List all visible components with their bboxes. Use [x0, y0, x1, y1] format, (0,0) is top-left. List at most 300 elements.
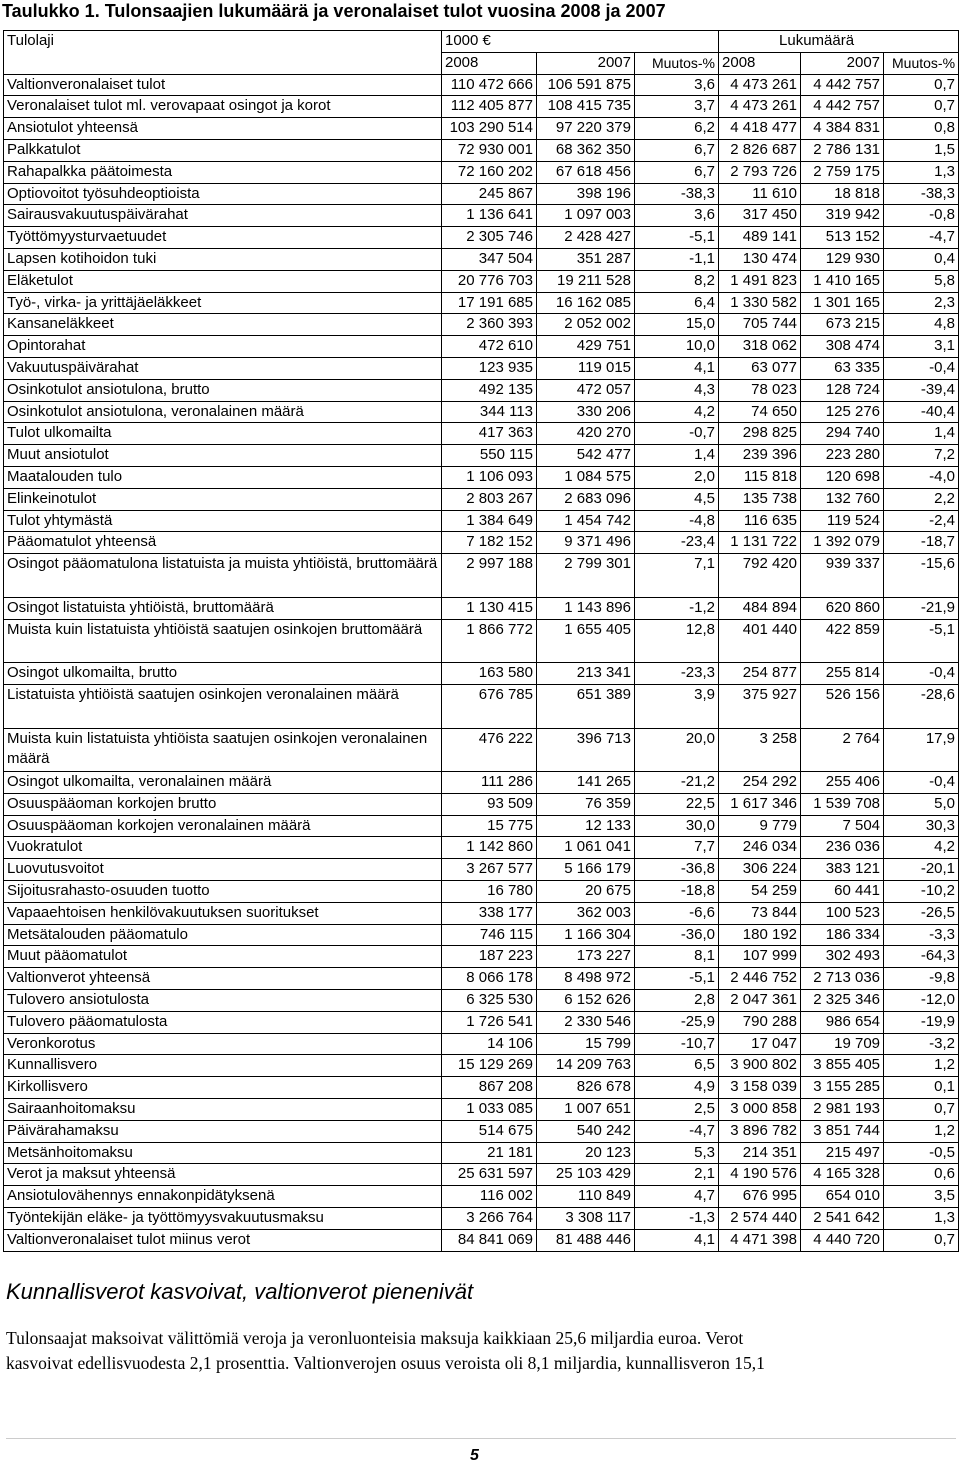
count-2007: 19 709: [801, 1033, 884, 1055]
change-euros: 22,5: [635, 793, 719, 815]
count-2007: 2 325 346: [801, 990, 884, 1012]
change-count: -19,9: [884, 1011, 959, 1033]
change-euros: -23,4: [635, 532, 719, 554]
change-euros: 3,7: [635, 96, 719, 118]
value-2008-euros: 1 033 085: [442, 1099, 537, 1121]
value-2008-euros: 2 997 188: [442, 554, 537, 598]
change-euros: -4,8: [635, 510, 719, 532]
value-2008-euros: 110 472 666: [442, 74, 537, 96]
value-2008-euros: 1 726 541: [442, 1011, 537, 1033]
count-2008: 246 034: [719, 837, 801, 859]
value-2007-euros: 213 341: [537, 663, 635, 685]
count-2008: 214 351: [719, 1142, 801, 1164]
table-row: [4, 881, 959, 903]
table-row: [4, 837, 959, 859]
change-count: 2,2: [884, 488, 959, 510]
value-2008-euros: 867 208: [442, 1077, 537, 1099]
row-label: Sairaanhoitomaksu: [4, 1099, 442, 1121]
change-euros: -1,1: [635, 248, 719, 270]
value-2007-euros: 1 084 575: [537, 466, 635, 488]
value-2007-euros: 2 052 002: [537, 314, 635, 336]
value-2008-euros: 72 930 001: [442, 139, 537, 161]
count-2007: 294 740: [801, 423, 884, 445]
change-count: -21,9: [884, 597, 959, 619]
change-euros: 30,0: [635, 815, 719, 837]
count-2007: 2 764: [801, 728, 884, 772]
change-euros: 6,2: [635, 118, 719, 140]
value-2008-euros: 344 113: [442, 401, 537, 423]
header-row-1: [4, 31, 959, 53]
change-euros: -5,1: [635, 227, 719, 249]
value-2008-euros: 72 160 202: [442, 161, 537, 183]
row-label: Osinkotulot ansiotulona, veronalainen määrä: [4, 401, 442, 423]
change-count: 0,7: [884, 1229, 959, 1251]
row-label: Osinkotulot ansiotulona, brutto: [4, 379, 442, 401]
count-2007: 620 860: [801, 597, 884, 619]
value-2007-euros: 472 057: [537, 379, 635, 401]
row-label: Elinkeinotulot: [4, 488, 442, 510]
count-2007: 100 523: [801, 902, 884, 924]
col-header-tulolaji: Tulolaji: [4, 31, 442, 75]
table-row: [4, 161, 959, 183]
row-label: Tulot yhtymästä: [4, 510, 442, 532]
col-header-2007-count: 2007: [801, 52, 884, 74]
change-euros: -25,9: [635, 1011, 719, 1033]
table-row: [4, 118, 959, 140]
table-row: [4, 968, 959, 990]
body-paragraph: [6, 1326, 956, 1376]
count-2007: 1 301 165: [801, 292, 884, 314]
value-2007-euros: 119 015: [537, 357, 635, 379]
count-2007: 128 724: [801, 379, 884, 401]
change-euros: -38,3: [635, 183, 719, 205]
value-2007-euros: 67 618 456: [537, 161, 635, 183]
value-2008-euros: 25 631 597: [442, 1164, 537, 1186]
value-2007-euros: 1 166 304: [537, 924, 635, 946]
value-2007-euros: 2 428 427: [537, 227, 635, 249]
table-row: [4, 1208, 959, 1230]
change-count: -28,6: [884, 684, 959, 728]
change-euros: 4,9: [635, 1077, 719, 1099]
count-2008: 317 450: [719, 205, 801, 227]
value-2007-euros: 2 330 546: [537, 1011, 635, 1033]
count-2008: 54 259: [719, 881, 801, 903]
value-2008-euros: 6 325 530: [442, 990, 537, 1012]
change-euros: -36,8: [635, 859, 719, 881]
value-2008-euros: 492 135: [442, 379, 537, 401]
row-label: Osingot ulkomailta, veronalainen määrä: [4, 772, 442, 794]
row-label: Listatuista yhtiöistä saatujen osinkojen veronalainen määrä: [4, 684, 442, 728]
count-2008: 1 131 722: [719, 532, 801, 554]
row-label: Kansaneläkkeet: [4, 314, 442, 336]
page-number: 5: [470, 1447, 479, 1464]
change-euros: 4,3: [635, 379, 719, 401]
value-2007-euros: 6 152 626: [537, 990, 635, 1012]
change-euros: -5,1: [635, 968, 719, 990]
count-2008: 135 738: [719, 488, 801, 510]
change-count: -4,7: [884, 227, 959, 249]
count-2008: 1 617 346: [719, 793, 801, 815]
value-2008-euros: 1 142 860: [442, 837, 537, 859]
value-2007-euros: 81 488 446: [537, 1229, 635, 1251]
change-euros: -10,7: [635, 1033, 719, 1055]
count-2007: 215 497: [801, 1142, 884, 1164]
count-2008: 116 635: [719, 510, 801, 532]
table-row: [4, 946, 959, 968]
value-2008-euros: 17 191 685: [442, 292, 537, 314]
row-label: Työ-, virka- ja yrittäjäeläkkeet: [4, 292, 442, 314]
row-label: Työttömyysturvaetuudet: [4, 227, 442, 249]
change-count: 5,8: [884, 270, 959, 292]
value-2008-euros: 347 504: [442, 248, 537, 270]
value-2007-euros: 1 061 041: [537, 837, 635, 859]
count-2008: 3 258: [719, 728, 801, 772]
count-2007: 120 698: [801, 466, 884, 488]
table-row: [4, 423, 959, 445]
row-label: Kirkollisvero: [4, 1077, 442, 1099]
change-count: -0,8: [884, 205, 959, 227]
value-2007-euros: 25 103 429: [537, 1164, 635, 1186]
table-row: [4, 1033, 959, 1055]
value-2008-euros: 3 266 764: [442, 1208, 537, 1230]
count-2007: 223 280: [801, 445, 884, 467]
count-2008: 705 744: [719, 314, 801, 336]
table-row: [4, 663, 959, 685]
count-2007: 308 474: [801, 336, 884, 358]
row-label: Pääomatulot yhteensä: [4, 532, 442, 554]
row-label: Optiovoitot työsuhdeoptioista: [4, 183, 442, 205]
count-2007: 319 942: [801, 205, 884, 227]
count-2008: 1 330 582: [719, 292, 801, 314]
value-2007-euros: 12 133: [537, 815, 635, 837]
row-label: Vapaaehtoisen henkilövakuutuksen suoritukset: [4, 902, 442, 924]
col-header-change-euros: Muutos-%: [635, 52, 719, 74]
value-2008-euros: 123 935: [442, 357, 537, 379]
change-euros: -4,7: [635, 1120, 719, 1142]
change-count: 4,2: [884, 837, 959, 859]
count-2008: 3 158 039: [719, 1077, 801, 1099]
value-2008-euros: 2 360 393: [442, 314, 537, 336]
value-2007-euros: 20 123: [537, 1142, 635, 1164]
count-2007: 4 442 757: [801, 96, 884, 118]
table-row: [4, 1142, 959, 1164]
count-2008: 676 995: [719, 1186, 801, 1208]
table-row: [4, 619, 959, 663]
change-euros: -6,6: [635, 902, 719, 924]
value-2008-euros: 1 130 415: [442, 597, 537, 619]
change-euros: 20,0: [635, 728, 719, 772]
value-2007-euros: 106 591 875: [537, 74, 635, 96]
table-row: [4, 248, 959, 270]
value-2008-euros: 116 002: [442, 1186, 537, 1208]
change-euros: 2,5: [635, 1099, 719, 1121]
row-label: Muut ansiotulot: [4, 445, 442, 467]
value-2007-euros: 20 675: [537, 881, 635, 903]
change-euros: -23,3: [635, 663, 719, 685]
value-2007-euros: 141 265: [537, 772, 635, 794]
change-count: -18,7: [884, 532, 959, 554]
count-2007: 1 392 079: [801, 532, 884, 554]
count-2007: 673 215: [801, 314, 884, 336]
count-2008: 17 047: [719, 1033, 801, 1055]
count-2007: 2 981 193: [801, 1099, 884, 1121]
income-table: [3, 30, 959, 1252]
count-2007: 939 337: [801, 554, 884, 598]
value-2008-euros: 15 775: [442, 815, 537, 837]
count-2008: 2 826 687: [719, 139, 801, 161]
change-count: 4,8: [884, 314, 959, 336]
row-label: Muut pääomatulot: [4, 946, 442, 968]
value-2007-euros: 8 498 972: [537, 968, 635, 990]
value-2008-euros: 746 115: [442, 924, 537, 946]
value-2007-euros: 16 162 085: [537, 292, 635, 314]
count-2008: 239 396: [719, 445, 801, 467]
count-2008: 306 224: [719, 859, 801, 881]
value-2007-euros: 5 166 179: [537, 859, 635, 881]
change-euros: 5,3: [635, 1142, 719, 1164]
change-count: -0,5: [884, 1142, 959, 1164]
change-euros: 3,6: [635, 205, 719, 227]
change-count: 0,6: [884, 1164, 959, 1186]
count-2008: 78 023: [719, 379, 801, 401]
count-2007: 986 654: [801, 1011, 884, 1033]
table-row: [4, 270, 959, 292]
change-count: 1,2: [884, 1120, 959, 1142]
row-label: Muista kuin listatuista yhtiöistä saatujen osinkojen bruttomäärä: [4, 619, 442, 663]
table-row: [4, 205, 959, 227]
col-header-change-count: Muutos-%: [884, 52, 959, 74]
change-euros: 4,7: [635, 1186, 719, 1208]
count-2007: 255 406: [801, 772, 884, 794]
col-header-2007-euros: 2007: [537, 52, 635, 74]
row-label: Osingot listatuista yhtiöistä, bruttomäärä: [4, 597, 442, 619]
change-count: 1,5: [884, 139, 959, 161]
table-row: [4, 401, 959, 423]
change-count: -5,1: [884, 619, 959, 663]
count-2008: 375 927: [719, 684, 801, 728]
table-title: Taulukko 1. Tulonsaajien lukumäärä ja veronalaiset tulot vuosina 2008 ja 2007: [2, 1, 666, 21]
count-2008: 3 900 802: [719, 1055, 801, 1077]
value-2008-euros: 8 066 178: [442, 968, 537, 990]
count-2008: 9 779: [719, 815, 801, 837]
table-row: [4, 554, 959, 598]
value-2007-euros: 826 678: [537, 1077, 635, 1099]
count-2007: 255 814: [801, 663, 884, 685]
table-row: [4, 532, 959, 554]
count-2008: 484 894: [719, 597, 801, 619]
row-label: Osuuspääoman korkojen veronalainen määrä: [4, 815, 442, 837]
value-2007-euros: 1 454 742: [537, 510, 635, 532]
table-row: [4, 924, 959, 946]
count-2007: 3 855 405: [801, 1055, 884, 1077]
change-count: -10,2: [884, 881, 959, 903]
row-label: Rahapalkka päätoimesta: [4, 161, 442, 183]
row-label: Ansiotulovähennys ennakonpidätyksenä: [4, 1186, 442, 1208]
count-2008: 401 440: [719, 619, 801, 663]
table-row: [4, 488, 959, 510]
change-euros: 8,1: [635, 946, 719, 968]
value-2007-euros: 540 242: [537, 1120, 635, 1142]
count-2008: 254 292: [719, 772, 801, 794]
count-2008: 180 192: [719, 924, 801, 946]
value-2008-euros: 16 780: [442, 881, 537, 903]
table-row: [4, 292, 959, 314]
table-row: [4, 510, 959, 532]
count-2007: 1 410 165: [801, 270, 884, 292]
table-row: [4, 379, 959, 401]
change-count: 1,2: [884, 1055, 959, 1077]
table-row: [4, 314, 959, 336]
change-count: -15,6: [884, 554, 959, 598]
change-count: 3,1: [884, 336, 959, 358]
value-2007-euros: 173 227: [537, 946, 635, 968]
table-row: [4, 445, 959, 467]
table-row: [4, 1077, 959, 1099]
value-2008-euros: 550 115: [442, 445, 537, 467]
change-euros: -36,0: [635, 924, 719, 946]
count-2008: 115 818: [719, 466, 801, 488]
table-row: [4, 1186, 959, 1208]
change-count: 2,3: [884, 292, 959, 314]
change-euros: 8,2: [635, 270, 719, 292]
value-2007-euros: 3 308 117: [537, 1208, 635, 1230]
change-count: 7,2: [884, 445, 959, 467]
value-2008-euros: 245 867: [442, 183, 537, 205]
change-count: -9,8: [884, 968, 959, 990]
value-2007-euros: 362 003: [537, 902, 635, 924]
value-2008-euros: 2 803 267: [442, 488, 537, 510]
value-2008-euros: 14 106: [442, 1033, 537, 1055]
row-label: Palkkatulot: [4, 139, 442, 161]
count-2007: 119 524: [801, 510, 884, 532]
count-2008: 2 446 752: [719, 968, 801, 990]
row-label: Tulovero pääomatulosta: [4, 1011, 442, 1033]
change-euros: 3,9: [635, 684, 719, 728]
row-label: Osingot pääomatulona listatuista ja muista yhtiöistä, bruttomäärä: [4, 554, 442, 598]
table-row: [4, 815, 959, 837]
value-2007-euros: 651 389: [537, 684, 635, 728]
change-count: 5,0: [884, 793, 959, 815]
table-row: [4, 96, 959, 118]
row-label: Veronalaiset tulot ml. verovapaat osingot ja korot: [4, 96, 442, 118]
row-label: Verot ja maksut yhteensä: [4, 1164, 442, 1186]
count-2007: 526 156: [801, 684, 884, 728]
value-2007-euros: 76 359: [537, 793, 635, 815]
change-count: 1,3: [884, 1208, 959, 1230]
change-euros: 7,1: [635, 554, 719, 598]
row-label: Osuuspääoman korkojen brutto: [4, 793, 442, 815]
change-count: 0,7: [884, 96, 959, 118]
row-label: Tulot ulkomailta: [4, 423, 442, 445]
table-row: [4, 1120, 959, 1142]
row-label: Sairausvakuutuspäivärahat: [4, 205, 442, 227]
change-count: -3,3: [884, 924, 959, 946]
count-2007: 60 441: [801, 881, 884, 903]
count-2007: 654 010: [801, 1186, 884, 1208]
row-label: Muista kuin listatuista yhtiöista saatujen osinkojen veronalainen määrä: [4, 728, 442, 772]
paragraph-line: kasvoivat edellisvuodesta 2,1 prosenttia. Valtionverojen osuus veroista oli 8,1 miljardia, kunnallisveron 15,1: [6, 1353, 765, 1373]
change-count: -12,0: [884, 990, 959, 1012]
count-2007: 18 818: [801, 183, 884, 205]
change-count: 0,1: [884, 1077, 959, 1099]
change-euros: 1,4: [635, 445, 719, 467]
table-row: [4, 336, 959, 358]
value-2007-euros: 97 220 379: [537, 118, 635, 140]
row-label: Kunnallisvero: [4, 1055, 442, 1077]
change-euros: 4,5: [635, 488, 719, 510]
change-count: -39,4: [884, 379, 959, 401]
change-euros: 10,0: [635, 336, 719, 358]
table-row: [4, 684, 959, 728]
table-row: [4, 772, 959, 794]
value-2008-euros: 338 177: [442, 902, 537, 924]
table-row: [4, 859, 959, 881]
row-label: Luovutusvoitot: [4, 859, 442, 881]
change-euros: 6,7: [635, 161, 719, 183]
change-count: -20,1: [884, 859, 959, 881]
row-label: Opintorahat: [4, 336, 442, 358]
count-2008: 63 077: [719, 357, 801, 379]
count-2007: 7 504: [801, 815, 884, 837]
change-euros: 4,1: [635, 1229, 719, 1251]
row-label: Eläketulot: [4, 270, 442, 292]
count-2008: 318 062: [719, 336, 801, 358]
change-count: -2,4: [884, 510, 959, 532]
value-2008-euros: 21 181: [442, 1142, 537, 1164]
count-2007: 4 384 831: [801, 118, 884, 140]
count-2008: 2 047 361: [719, 990, 801, 1012]
count-2008: 11 610: [719, 183, 801, 205]
value-2007-euros: 396 713: [537, 728, 635, 772]
value-2008-euros: 3 267 577: [442, 859, 537, 881]
value-2007-euros: 14 209 763: [537, 1055, 635, 1077]
value-2008-euros: 676 785: [442, 684, 537, 728]
change-euros: 6,4: [635, 292, 719, 314]
change-count: -26,5: [884, 902, 959, 924]
value-2007-euros: 542 477: [537, 445, 635, 467]
change-euros: 3,6: [635, 74, 719, 96]
count-2008: 298 825: [719, 423, 801, 445]
count-2007: 2 759 175: [801, 161, 884, 183]
table-row: [4, 728, 959, 772]
value-2008-euros: 1 106 093: [442, 466, 537, 488]
change-count: -0,4: [884, 772, 959, 794]
count-2008: 107 999: [719, 946, 801, 968]
row-label: Lapsen kotihoidon tuki: [4, 248, 442, 270]
value-2007-euros: 9 371 496: [537, 532, 635, 554]
table-row: [4, 1055, 959, 1077]
count-2007: 3 155 285: [801, 1077, 884, 1099]
value-2008-euros: 476 222: [442, 728, 537, 772]
count-2008: 4 473 261: [719, 96, 801, 118]
row-label: Vuokratulot: [4, 837, 442, 859]
count-2007: 4 442 757: [801, 74, 884, 96]
count-2008: 4 471 398: [719, 1229, 801, 1251]
change-count: -38,3: [884, 183, 959, 205]
value-2008-euros: 93 509: [442, 793, 537, 815]
count-2008: 4 418 477: [719, 118, 801, 140]
value-2008-euros: 84 841 069: [442, 1229, 537, 1251]
value-2007-euros: 2 683 096: [537, 488, 635, 510]
change-count: 0,4: [884, 248, 959, 270]
value-2008-euros: 103 290 514: [442, 118, 537, 140]
row-label: Päivärahamaksu: [4, 1120, 442, 1142]
table-row: [4, 1011, 959, 1033]
row-label: Metsätalouden pääomatulo: [4, 924, 442, 946]
count-2007: 63 335: [801, 357, 884, 379]
change-count: 0,7: [884, 74, 959, 96]
change-euros: 4,2: [635, 401, 719, 423]
